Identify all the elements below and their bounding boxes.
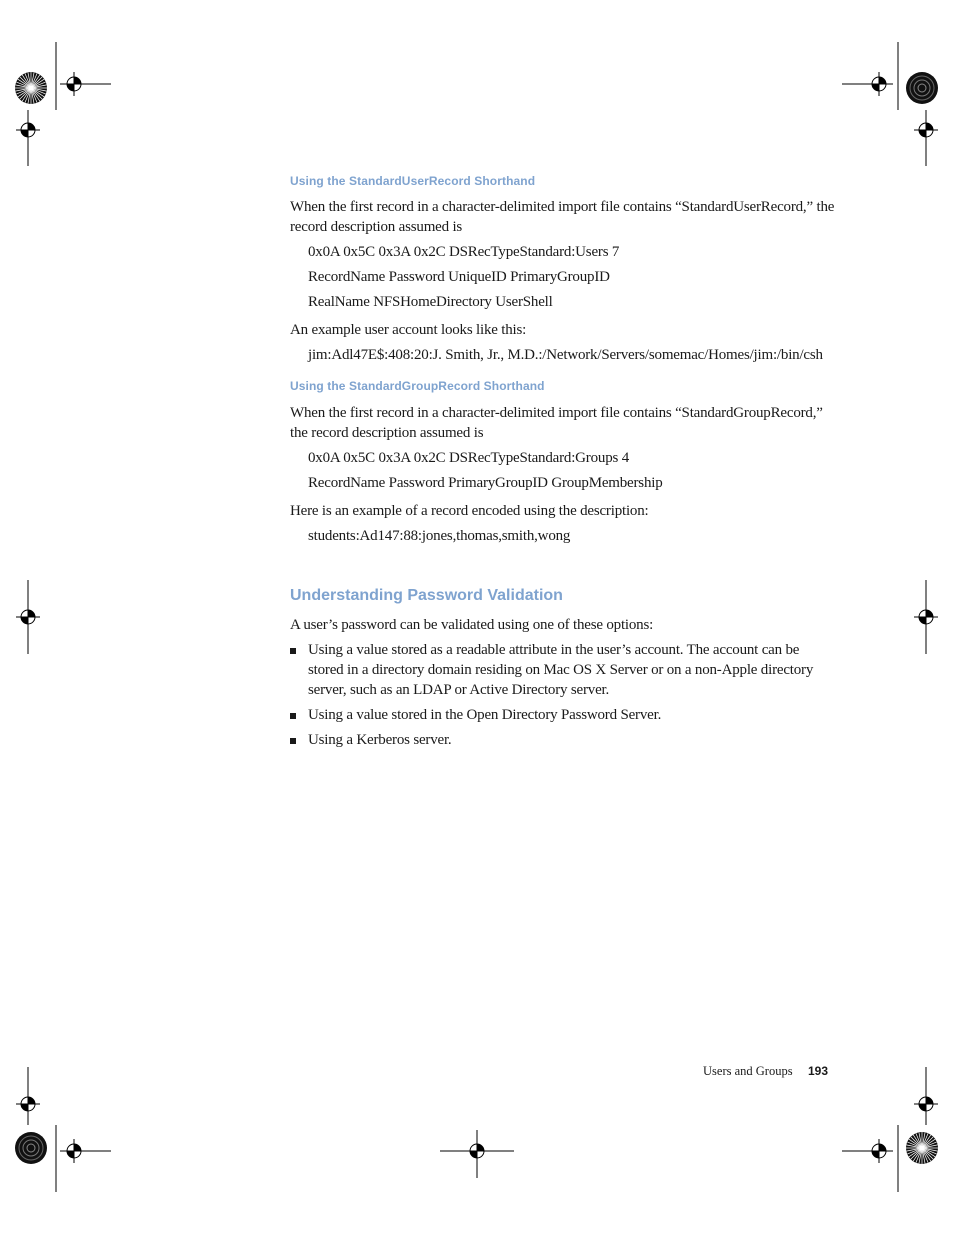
code-line-group-example: students:Ad147:88:jones,thomas,smith,wong — [308, 528, 571, 544]
paragraph-password-intro: A user’s password can be validated using one of these options: — [290, 617, 654, 633]
paragraph-user-intro: When the first record in a character-delimited import file contains “StandardUserRecord,” the record description assumed is — [290, 199, 835, 235]
bullet-icon — [290, 738, 296, 744]
paragraph-user-example-intro: An example user account looks like this: — [290, 322, 527, 338]
heading-standard-group-record: Using the StandardGroupRecord Shorthand — [290, 379, 545, 393]
list-item: Using a value stored as a readable attribute in the user’s account. The account can be stored in a directory domain residing on Mac OS X Server or on a non-Apple directory server, such as an LDAP or Active Directory server. — [308, 642, 814, 698]
code-line: 0x0A 0x5C 0x3A 0x2C DSRecTypeStandard:Users 7 — [308, 244, 620, 260]
footer-page-number: 193 — [808, 1064, 829, 1078]
code-line: RealName NFSHomeDirectory UserShell — [308, 294, 553, 310]
list-item: Using a value stored in the Open Directory Password Server. — [308, 707, 662, 723]
paragraph-group-example-intro: Here is an example of a record encoded using the description: — [290, 503, 649, 519]
code-line: RecordName Password UniqueID PrimaryGroupID — [308, 269, 610, 285]
heading-standard-user-record: Using the StandardUserRecord Shorthand — [290, 174, 536, 188]
bullet-icon — [290, 648, 296, 654]
heading-password-validation: Understanding Password Validation — [290, 587, 563, 604]
bullet-icon — [290, 713, 296, 719]
code-line: 0x0A 0x5C 0x3A 0x2C DSRecTypeStandard:Groups 4 — [308, 450, 629, 466]
list-item: Using a Kerberos server. — [308, 732, 452, 748]
code-line-user-example: jim:Adl47E$:408:20:J. Smith, Jr., M.D.:/Network/Servers/somemac/Homes/jim:/bin/csh — [308, 347, 823, 363]
code-line: RecordName Password PrimaryGroupID GroupMembership — [308, 475, 663, 491]
footer-chapter-title: Users and Groups — [703, 1064, 793, 1078]
paragraph-group-intro: When the first record in a character-delimited import file contains “StandardGroupRecord,” the record description assumed is — [290, 405, 823, 441]
